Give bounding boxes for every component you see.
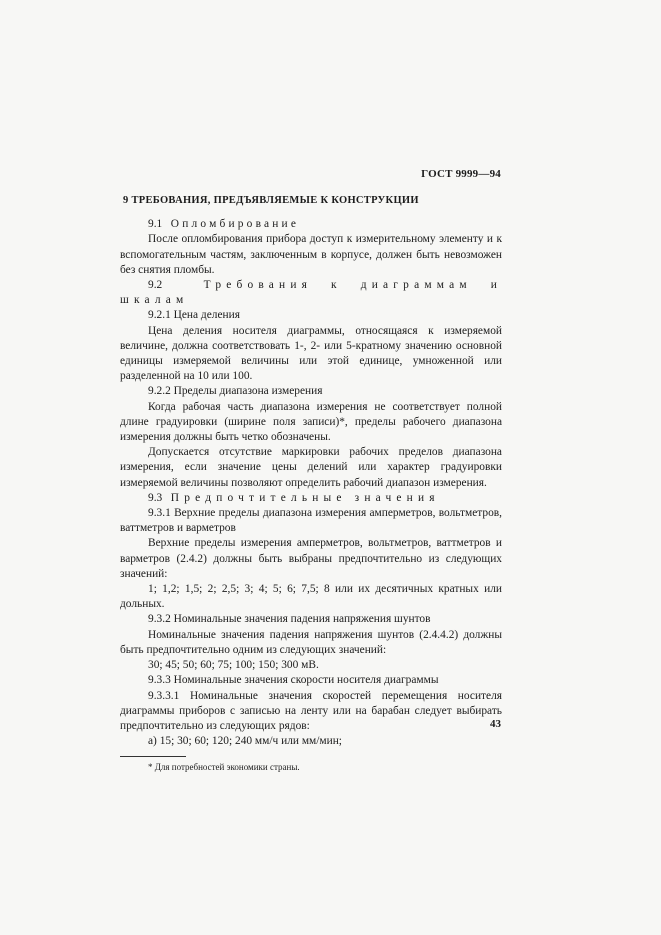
paragraph: 30; 45; 50; 60; 75; 100; 150; 300 мВ.: [148, 659, 319, 672]
subsection-title: Предпочтительные значения: [170, 491, 440, 504]
clause-heading: 9.2.2 Пределы диапазона измерения: [148, 385, 323, 398]
subsection-title: Требования к диаграммам и шкалам: [120, 279, 503, 307]
paragraph: Цена деления носителя диаграммы, относящаяся к измеряемой величине, должна соответствовать 1-, 2- или 5-кратному значению основной единицы измеряемой величины или этой единице, умноженной или разделенной на 10 или 100.: [120, 324, 502, 383]
clause-heading: 9.3.1 Верхние пределы диапазона измерения амперметров, вольтметров, ваттметров и варметров: [120, 507, 502, 535]
section-title: 9 ТРЕБОВАНИЯ, ПРЕДЪЯВЛЯЕМЫЕ К КОНСТРУКЦИИ: [123, 195, 419, 206]
paragraph: 9.3.3.1 Номинальные значения скоростей перемещения носителя диаграммы приборов с записью на ленту или на барабан следует выбирать предпочтительно из следующих рядов:: [120, 689, 502, 732]
page-number: 43: [490, 718, 501, 730]
footnote: * Для потребностей экономики страны.: [148, 762, 300, 773]
clause-heading: 9.3.2 Номинальные значения падения напряжения шунтов: [148, 613, 431, 626]
paragraph: Номинальные значения падения напряжения шунтов (2.4.4.2) должны быть предпочтительно одним из следующих значений:: [120, 628, 502, 656]
paragraph: Верхние пределы измерения амперметров, вольтметров, ваттметров и варметров (2.4.2) должны быть выбраны предпочтительно из следующих значений:: [120, 537, 502, 580]
page-content: [120, 193, 502, 776]
list-item: а) 15; 30; 60; 120; 240 мм/ч или мм/мин;: [148, 735, 342, 748]
subsection-title: Опломбирование: [170, 218, 300, 231]
subsection-number: 9.3: [148, 491, 163, 504]
clause-heading: 9.3.3 Номинальные значения скорости носителя диаграммы: [148, 674, 439, 687]
footnote-divider: [120, 756, 186, 757]
subsection-heading: [120, 217, 502, 232]
subsection-number: 9.2: [148, 279, 163, 292]
paragraph: После опломбирования прибора доступ к измерительному элементу и к вспомогательным частям, заключенным в корпусе, должен быть невозможен без снятия пломбы.: [120, 233, 502, 276]
subsection-heading: [120, 491, 502, 506]
paragraph: Допускается отсутствие маркировки рабочих пределов диапазона измерения, если значение цены делений или характер градуировки измеряемой величины позволяют определить рабочий диапазон измерения.: [120, 446, 502, 489]
document-id: ГОСТ 9999—94: [421, 168, 501, 180]
paragraph: Когда рабочая часть диапазона измерения не соответствует полной длине градуировки (ширине поля записи)*, пределы рабочего диапазона измерения должны быть четко обозначены.: [120, 400, 502, 444]
clause-heading: 9.2.1 Цена деления: [148, 309, 240, 322]
subsection-heading: [120, 278, 502, 308]
subsection-number: 9.1: [148, 218, 163, 231]
paragraph: 1; 1,2; 1,5; 2; 2,5; 3; 4; 5; 6; 7,5; 8 или их десятичных кратных или дольных.: [120, 583, 502, 611]
